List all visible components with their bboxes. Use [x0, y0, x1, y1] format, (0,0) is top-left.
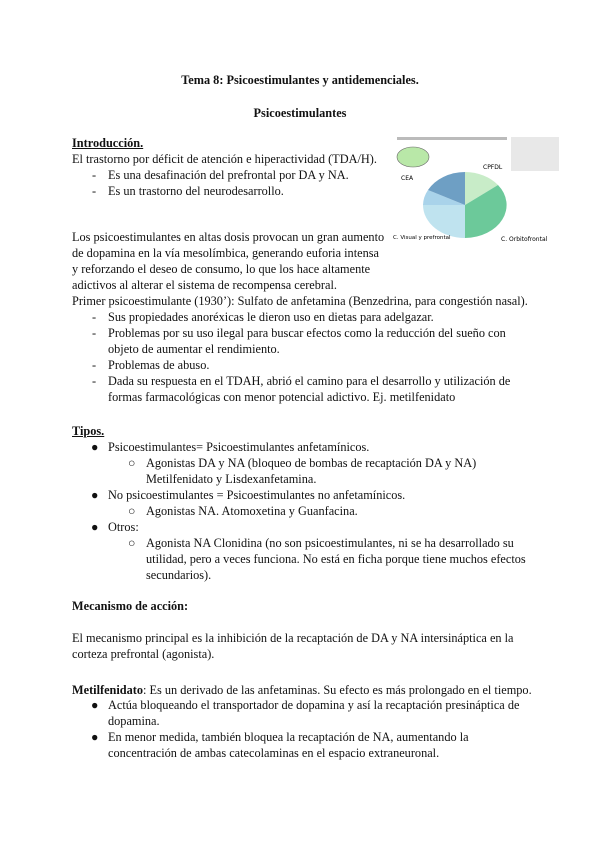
bullet-circle: ○ [128, 504, 136, 518]
intro-heading: Introducción. [72, 136, 144, 150]
list-item: Es una desafinación del prefrontal por DA y NA. [108, 168, 349, 182]
list-item: formas farmacológicas con menor potencial adictivo. Ej. metilfenidato [108, 390, 456, 404]
list-item: Actúa bloqueando el transportador de dopamina y así la recaptación presináptica de [108, 698, 520, 712]
list-item: objeto de aumentar el rendimiento. [108, 342, 280, 356]
list-item: Agonista NA Clonidina (no son psicoestimulantes, ni se ha desarrollado su [146, 536, 514, 550]
text-line: Los psicoestimulantes en altas dosis provocan un gran aumento [72, 230, 385, 244]
list-item: Dada su respuesta en el TDAH, abrió el camino para el desarrollo y utilización de [108, 374, 511, 388]
tipos-heading: Tipos. [72, 424, 105, 438]
figure-label: C. Visual y prefrontal [393, 235, 451, 241]
metilfenidato-text: : Es un derivado de las anfetaminas. Su efecto es más prolongado en el tiempo. [143, 683, 532, 697]
figure-label: CEA [401, 175, 414, 182]
list-item: utilidad, pero a veces funciona. No está en ficha porque tiene muchos efectos [146, 552, 526, 566]
list-item: Problemas de abuso. [108, 358, 210, 372]
text-line: y reforzando el deseo de consumo, lo que los hace altamente [72, 262, 371, 276]
list-item: En menor medida, también bloquea la recaptación de NA, aumentando la [108, 730, 469, 744]
mecanismo-heading: Mecanismo de acción: [72, 599, 189, 613]
brain-pie-figure [393, 133, 590, 248]
bullet-dot: ● [91, 488, 99, 502]
text-line: adictivos al alterar el sistema de recompensa cerebral. [72, 278, 337, 292]
dash-bullet: - [92, 358, 97, 372]
list-item: Metilfenidato y Lisdexanfetamina. [146, 472, 317, 486]
bullet-dot: ● [91, 730, 99, 744]
bullet-circle: ○ [128, 456, 136, 470]
list-item: Agonistas DA y NA (bloqueo de bombas de recaptación DA y NA) [146, 456, 477, 470]
figure-caption-blur [397, 137, 507, 140]
bullet-circle: ○ [128, 536, 136, 550]
dash-bullet: - [92, 310, 97, 324]
text-line: corteza prefrontal (agonista). [72, 647, 215, 661]
list-item: Agonistas NA. Atomoxetina y Guanfacina. [146, 504, 358, 518]
list-item: Psicoestimulantes= Psicoestimulantes anfetamínicos. [108, 440, 370, 454]
ovale [397, 147, 429, 167]
text-line: El trastorno por déficit de atención e hiperactividad (TDA/H). [72, 152, 377, 166]
figure-label: C. Orbitofrontal [501, 236, 548, 243]
list-item: No psicoestimulantes = Psicoestimulantes no anfetamínicos. [108, 488, 406, 502]
bullet-dot: ● [91, 698, 99, 712]
list-item: Sus propiedades anoréxicas le dieron uso en dietas para adelgazar. [108, 310, 434, 324]
dash-bullet: - [92, 184, 97, 198]
dash-bullet: - [92, 326, 97, 340]
text-line [72, 683, 532, 698]
metilfenidato-label: Metilfenidato [72, 683, 144, 697]
list-item: secundarios). [146, 568, 212, 582]
dash-bullet: - [92, 374, 97, 388]
text-line: de dopamina en la vía mesolímbica, generando euforia intensa [72, 246, 379, 260]
list-item: dopamina. [108, 714, 160, 728]
dash-bullet: - [92, 168, 97, 182]
text-line: Primer psicoestimulante (1930’): Sulfato de anfetamina (Benzedrina, para congestión nasal). [72, 294, 528, 308]
list-item: Problemas por su uso ilegal para buscar efectos como la reducción del sueño con [108, 326, 506, 340]
bullet-dot: ● [91, 520, 99, 534]
section-title: Psicoestimulantes [253, 106, 347, 120]
list-item: concentración de ambas catecolaminas en el espacio extraneuronal. [108, 746, 440, 760]
document-title: Tema 8: Psicoestimulantes y antidemenciales. [181, 73, 419, 87]
text-line: El mecanismo principal es la inhibición de la recaptación de DA y NA intersináptica en la [72, 631, 514, 645]
list-item: Es un trastorno del neurodesarrollo. [108, 184, 284, 198]
figure-notes-blur [511, 137, 559, 171]
bullet-dot: ● [91, 440, 99, 454]
list-item: Otros: [108, 520, 139, 534]
figure-label: CPFDL [483, 164, 503, 171]
